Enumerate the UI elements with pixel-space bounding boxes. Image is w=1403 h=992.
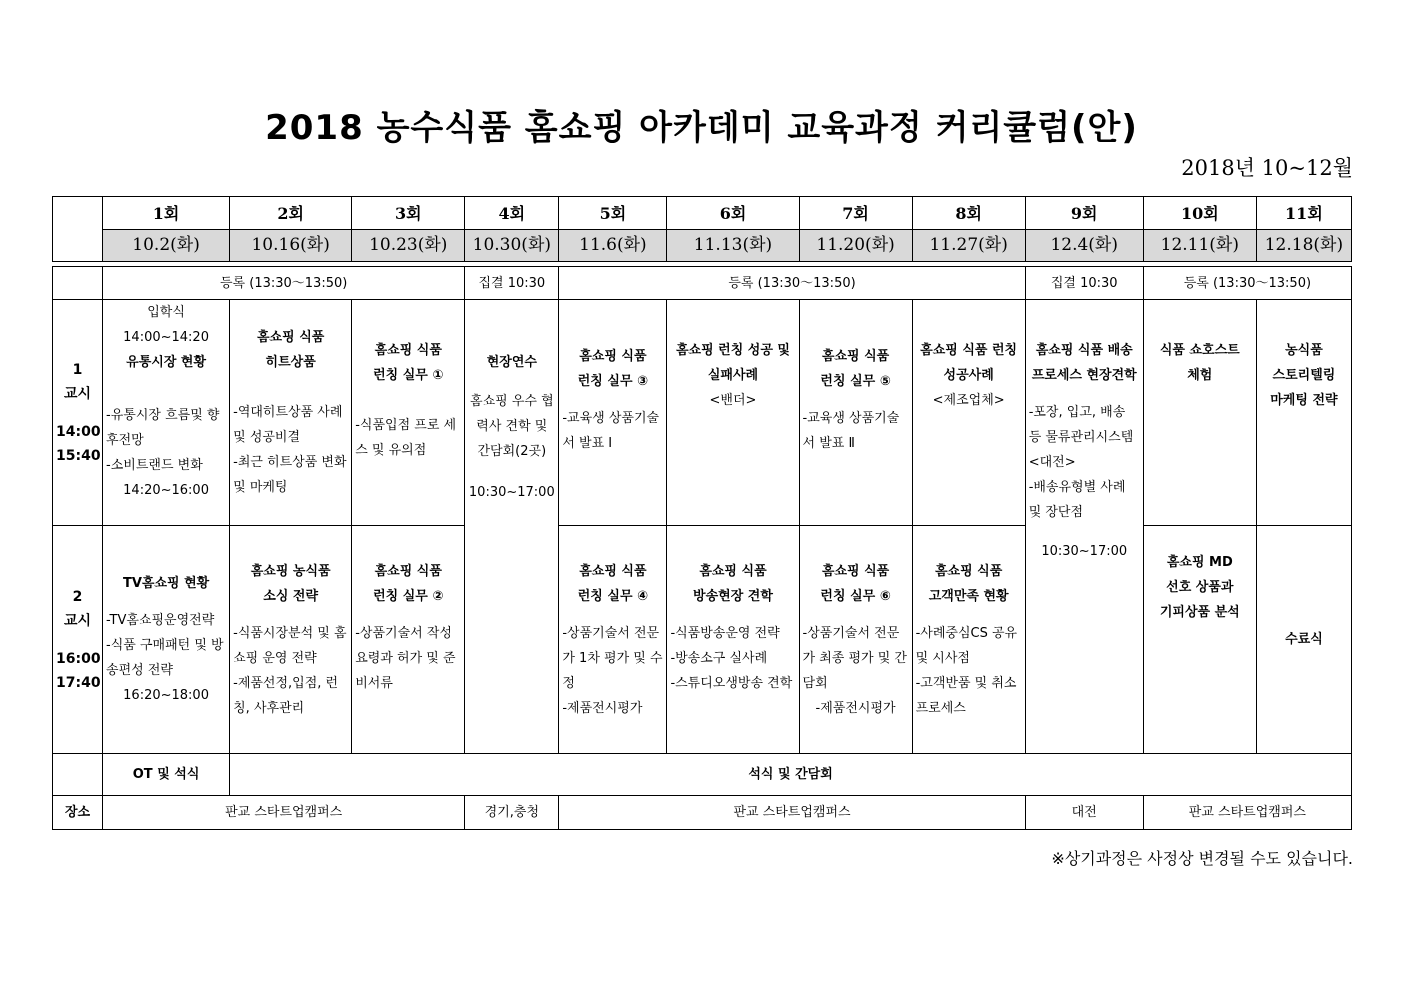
field-trip-9: 홈쇼핑 식품 배송 프로세스 현장견학 -포장, 입고, 배송 등 물류관리시스템 <대전> -배송유형별 사례 및 장단점 10:30~17:00	[1025, 300, 1143, 754]
p2-session-6: 홈쇼핑 식품 방송현장 견학 -식품방송운영 전략 -방송소구 실사례 -스튜디오생방송 견학	[667, 526, 799, 754]
footnote: ※상기과정은 사정상 변경될 수도 있습니다.	[1051, 849, 1353, 868]
gather-4: 집결 10:30	[465, 267, 559, 300]
venue-row	[53, 796, 1352, 830]
date-3: 10.23(화)	[352, 230, 465, 262]
dinner-meeting: 석식 및 간담회	[230, 754, 1352, 796]
document-title: 2018 농수식품 홈쇼핑 아카데미 교육과정 커리큘럼(안)	[265, 108, 1138, 148]
p1-session-6: 홈쇼핑 런칭 성공 및 실패사례 <밴더>	[667, 300, 799, 526]
registration-row	[53, 267, 1352, 300]
period-2-row	[53, 526, 1352, 754]
p1-session-3: 홈쇼핑 식품 런칭 실무 ① -식품입점 프로 세스 및 유의점	[352, 300, 465, 526]
p1-session-2: 홈쇼핑 식품 히트상품 -역대히트상품 사례 및 성공비결 -최근 히트상품 변화 및 마케팅	[230, 300, 352, 526]
p1-session-8: 홈쇼핑 식품 런칭 성공사례 <제조업체>	[912, 300, 1025, 526]
date-6: 11.13(화)	[667, 230, 799, 262]
date-11: 12.18(화)	[1256, 230, 1351, 262]
date-5: 11.6(화)	[559, 230, 667, 262]
date-row	[53, 230, 1352, 262]
session-7: 7회	[799, 197, 912, 230]
session-11: 11회	[1256, 197, 1351, 230]
date-7: 11.20(화)	[799, 230, 912, 262]
session-2: 2회	[230, 197, 352, 230]
p2-session-10: 홈쇼핑 MD 선호 상품과 기피상품 분석	[1143, 526, 1256, 754]
registration-label-cell	[53, 267, 103, 300]
period-label: 2018년 10~12월	[1181, 156, 1353, 180]
corner-cell	[53, 197, 103, 262]
p2-session-11: 수료식	[1256, 526, 1351, 754]
curriculum-table	[52, 196, 1352, 830]
p1-session-11: 농식품 스토리텔링 마케팅 전략	[1256, 300, 1351, 526]
session-9: 9회	[1025, 197, 1143, 230]
registration-10-11: 등록 (13:30～13:50)	[1143, 267, 1351, 300]
date-8: 11.27(화)	[912, 230, 1025, 262]
p1-session-5: 홈쇼핑 식품 런칭 실무 ③ -교육생 상품기술서 발표 Ⅰ	[559, 300, 667, 526]
p1-session-7: 홈쇼핑 식품 런칭 실무 ⑤ -교육생 상품기술서 발표 Ⅱ	[799, 300, 912, 526]
p2-session-3: 홈쇼핑 식품 런칭 실무 ② -상품기술서 작성요령과 허가 및 준비서류	[352, 526, 465, 754]
session-row	[53, 197, 1352, 230]
venue-9: 대전	[1025, 796, 1143, 830]
field-trip-4: 현장연수 홈쇼핑 우수 협력사 견학 및 간담회(2곳) 10:30~17:00	[465, 300, 559, 754]
p2-session-7: 홈쇼핑 식품 런칭 실무 ⑥ -상품기술서 전문가 최종 평가 및 간담회 -제품전시평가	[799, 526, 912, 754]
p1-session-10: 식품 쇼호스트 체험	[1143, 300, 1256, 526]
venue-4: 경기,충청	[465, 796, 559, 830]
session-4: 4회	[465, 197, 559, 230]
period-1-label: 1 교시 14:00 15:40	[53, 300, 103, 526]
p2-session-2: 홈쇼핑 농식품 소싱 전략 -식품시장분석 및 홈쇼핑 운영 전략 -제품선정,입점, 런칭, 사후관리	[230, 526, 352, 754]
dinner-row	[53, 754, 1352, 796]
session-1: 1회	[103, 197, 230, 230]
session-5: 5회	[559, 197, 667, 230]
session-6: 6회	[667, 197, 799, 230]
date-1: 10.2(화)	[103, 230, 230, 262]
venue-label: 장소	[53, 796, 103, 830]
p2-session-8: 홈쇼핑 식품 고객만족 현황 -사례중심CS 공유 및 시사점 -고객반품 및 취소 프로세스	[912, 526, 1025, 754]
venue-5-8: 판교 스타트업캠퍼스	[559, 796, 1025, 830]
period-1-row	[53, 300, 1352, 526]
dinner-label-cell	[53, 754, 103, 796]
period-2-label: 2 교시 16:00 17:40	[53, 526, 103, 754]
p1-session-1: 입학식 14:00~14:20 유통시장 현황 -유통시장 흐름및 향후전망 -소비트랜드 변화 14:20~16:00	[103, 300, 230, 526]
date-4: 10.30(화)	[465, 230, 559, 262]
date-9: 12.4(화)	[1025, 230, 1143, 262]
session-10: 10회	[1143, 197, 1256, 230]
date-10: 12.11(화)	[1143, 230, 1256, 262]
p2-session-5: 홈쇼핑 식품 런칭 실무 ④ -상품기술서 전문가 1차 평가 및 수정 -제품전시평가	[559, 526, 667, 754]
session-3: 3회	[352, 197, 465, 230]
gather-9: 집결 10:30	[1025, 267, 1143, 300]
p2-session-1: TV홈쇼핑 현황 -TV홈쇼핑운영전략 -식품 구매패턴 및 방송편성 전략 16:20~18:00	[103, 526, 230, 754]
registration-1-3: 등록 (13:30～13:50)	[103, 267, 465, 300]
date-2: 10.16(화)	[230, 230, 352, 262]
registration-5-8: 등록 (13:30～13:50)	[559, 267, 1025, 300]
session-8: 8회	[912, 197, 1025, 230]
ot-dinner: OT 및 석식	[103, 754, 230, 796]
venue-10-11: 판교 스타트업캠퍼스	[1143, 796, 1351, 830]
venue-1-3: 판교 스타트업캠퍼스	[103, 796, 465, 830]
